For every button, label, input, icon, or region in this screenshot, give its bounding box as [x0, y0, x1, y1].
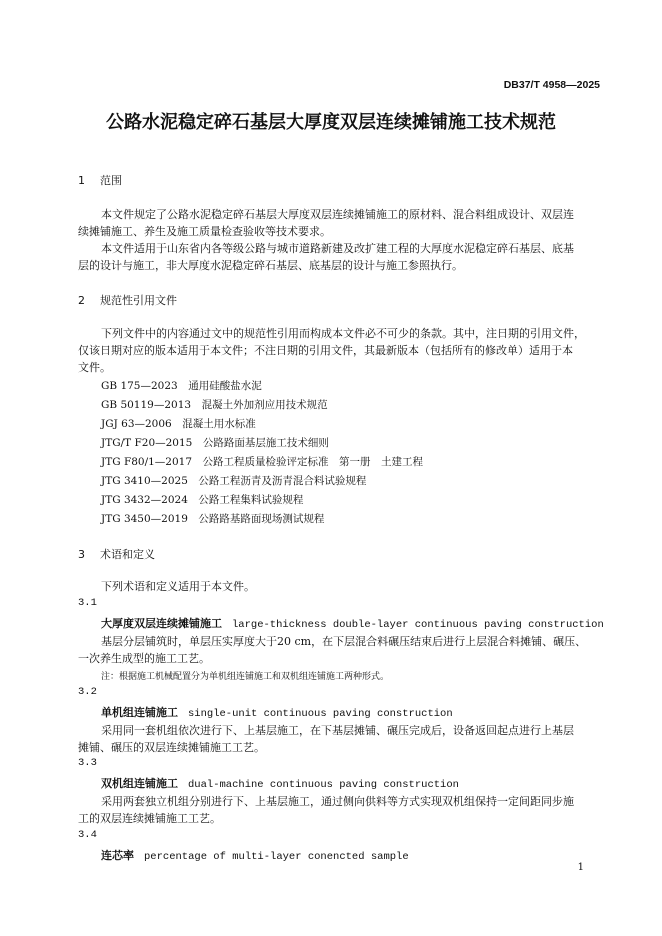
- section-title: 术语和定义: [100, 548, 155, 561]
- term-english: large-thickness double-layer continuous paving construction: [232, 619, 604, 631]
- paragraph-line: 本文件规定了公路水泥稳定碎石基层大厚度双层连续摊铺施工的原材料、混合料组成设计、双层连: [101, 208, 574, 221]
- document-number: DB37/T 4958—2025: [503, 79, 600, 91]
- paragraph-line: 下列文件中的内容通过文中的规范性引用而构成本文件必不可少的条款。其中，注日期的引用文件，: [101, 327, 585, 340]
- reference-item: JTG 3450—2019 公路路基路面现场测试规程: [101, 513, 325, 525]
- definition-line: 工的双层连续摊铺施工工艺。: [78, 812, 221, 825]
- paragraph-line: 文件。: [78, 361, 111, 374]
- section-1-heading: [78, 172, 122, 188]
- reference-item: JTG/T F20—2015 公路路面基层施工技术细则: [101, 437, 329, 449]
- section-3-heading: [78, 546, 155, 562]
- definition-line: 一次养生成型的施工工艺。: [78, 652, 210, 665]
- paragraph-line: 续摊铺施工、养生及施工质量检查验收等技术要求。: [78, 225, 331, 238]
- term-chinese: 连芯率: [101, 849, 134, 862]
- section-title: 规范性引用文件: [100, 294, 177, 307]
- paragraph-line: 本文件适用于山东省内各等级公路与城市道路新建及改扩建工程的大厚度水泥稳定碎石基层、底基: [101, 242, 574, 255]
- term-number: 3.3: [78, 757, 97, 769]
- term-english: percentage of multi-layer conencted sample: [144, 851, 409, 863]
- reference-item: JTG F80/1—2017 公路工程质量检验评定标准 第一册 土建工程: [101, 456, 424, 468]
- term-entry: [101, 704, 453, 720]
- term-note: 注：根据施工机械配置分为单机组连铺施工和双机组连铺施工两种形式。: [101, 672, 390, 682]
- paragraph-line: 下列术语和定义适用于本文件。: [101, 580, 255, 593]
- document-title: 公路水泥稳定碎石基层大厚度双层连续摊铺施工技术规范: [106, 112, 556, 133]
- paragraph-line: 仅该日期对应的版本适用于本文件；不注日期的引用文件，其最新版本（包括所有的修改单）适用于本: [78, 344, 573, 357]
- definition-line: 基层分层铺筑时，单层压实厚度大于20 cm，在下层混合料碾压结束后进行上层混合料摊铺、碾压、: [101, 635, 587, 648]
- page-number: 1: [577, 862, 584, 873]
- term-number: 3.4: [78, 829, 97, 841]
- paragraph-line: 层的设计与施工，非大厚度水泥稳定碎石基层、底基层的设计与施工参照执行。: [78, 259, 463, 272]
- section-number: 3: [78, 548, 85, 561]
- term-number: 3.1: [78, 597, 97, 609]
- reference-item: GB 175—2023 通用硅酸盐水泥: [101, 380, 262, 392]
- term-english: single-unit continuous paving construction: [188, 708, 453, 720]
- definition-line: 采用两套独立机组分别进行下、上基层施工，通过侧向供料等方式实现双机组保持一定间距同步施: [101, 795, 574, 808]
- term-entry: [101, 775, 459, 791]
- term-entry: [101, 615, 604, 631]
- term-entry: [101, 847, 409, 863]
- reference-item: JTG 3410—2025 公路工程沥青及沥青混合料试验规程: [101, 475, 367, 487]
- term-chinese: 大厚度双层连续摊铺施工: [101, 617, 222, 630]
- section-number: 1: [78, 174, 85, 187]
- section-number: 2: [78, 294, 85, 307]
- reference-item: JTG 3432—2024 公路工程集料试验规程: [101, 494, 304, 506]
- term-number: 3.2: [78, 686, 97, 698]
- section-2-heading: [78, 292, 177, 308]
- reference-item: GB 50119—2013 混凝土外加剂应用技术规范: [101, 399, 328, 411]
- term-chinese: 双机组连铺施工: [101, 777, 178, 790]
- reference-item: JGJ 63—2006 混凝土用水标准: [101, 418, 256, 430]
- definition-line: 采用同一套机组依次进行下、上基层施工，在下基层摊铺、碾压完成后，设备返回起点进行上基层: [101, 724, 574, 737]
- section-title: 范围: [100, 174, 122, 187]
- term-chinese: 单机组连铺施工: [101, 706, 178, 719]
- term-english: dual-machine continuous paving construction: [188, 779, 459, 791]
- definition-line: 摊铺、碾压的双层连续摊铺施工工艺。: [78, 741, 265, 754]
